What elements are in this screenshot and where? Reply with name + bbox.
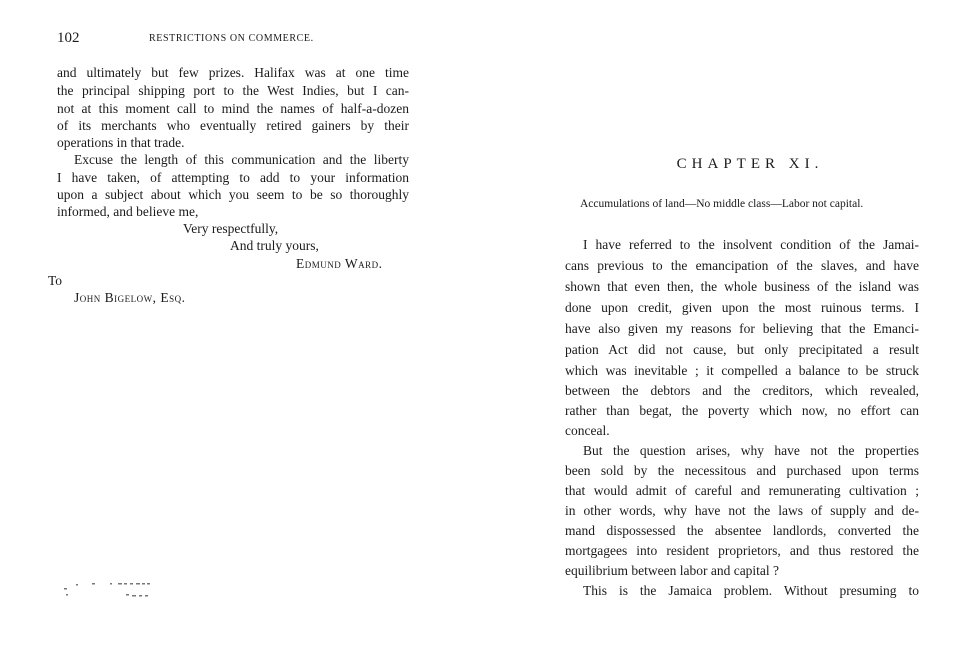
- text-line: equilibrium between labor and capital ?: [565, 563, 780, 578]
- closing-line: Very respectfully,: [183, 221, 279, 236]
- text-line: cans previous to the emancipation of the slaves, and have: [565, 258, 919, 273]
- text-line: and ultimately but few prizes. Halifax was at one time: [57, 65, 409, 80]
- text-line: in other words, why have not the laws of supply and de-: [565, 503, 919, 518]
- chapter-summary: Accumulations of land—No middle class—Labor not capital.: [580, 198, 864, 210]
- text-line: But the question arises, why have not the properties: [583, 443, 919, 458]
- text-line: shown that even then, the whole business of the island was: [565, 279, 919, 294]
- text-line: I have referred to the insolvent condition of the Jamai-: [583, 237, 919, 252]
- text-line: that would admit of careful and remunerating cultivation ;: [565, 483, 919, 498]
- text-line: informed, and believe me,: [57, 204, 199, 219]
- signature: Edmund Ward.: [296, 256, 383, 271]
- text-line: I have taken, of attempting to add to your information: [57, 170, 409, 185]
- text-line: between the debtors and the creditors, which revealed,: [565, 383, 919, 398]
- text-line: of its merchants who eventually retired gainers by their: [57, 118, 409, 133]
- text-line: upon a subject about which you seem to be so thoroughly: [57, 187, 409, 202]
- text-line: mortgagees into resident proprietors, and thus restored the: [565, 543, 919, 558]
- text-line: operations in that trade.: [57, 135, 185, 150]
- ink-smudge: [62, 580, 162, 602]
- text-line: Excuse the length of this communication and the liberty: [74, 152, 409, 167]
- page-number: 102: [57, 30, 80, 46]
- text-line: mand dispossessed the absentee landlords, converted the: [565, 523, 919, 538]
- running-head-title: RESTRICTIONS ON COMMERCE.: [149, 33, 314, 44]
- to-label: To: [48, 273, 63, 288]
- text-line: not at this moment call to mind the names of half-a-dozen: [57, 101, 409, 116]
- running-head: [57, 30, 417, 50]
- text-line: rather than begat, the poverty which now, no effort can: [565, 403, 919, 418]
- text-line: This is the Jamaica problem. Without presuming to: [583, 583, 919, 598]
- text-line: which was inevitable ; it compelled a balance to be struck: [565, 363, 919, 378]
- chapter-heading: CHAPTER XI.: [676, 156, 824, 172]
- text-line: done upon credit, given upon the most ruinous terms. I: [565, 300, 919, 315]
- right-page: [490, 0, 980, 648]
- addressee: John Bigelow, Esq.: [74, 290, 186, 305]
- text-line: conceal.: [565, 423, 610, 438]
- text-line: have also given my reasons for believing that the Emanci-: [565, 321, 919, 336]
- text-line: the principal shipping port to the West Indies, but I can-: [57, 83, 409, 98]
- text-line: pation Act did not cause, but only precipitated a result: [565, 342, 919, 357]
- text-line: been sold by the necessitous and purchased upon terms: [565, 463, 919, 478]
- closing-line: And truly yours,: [230, 238, 319, 253]
